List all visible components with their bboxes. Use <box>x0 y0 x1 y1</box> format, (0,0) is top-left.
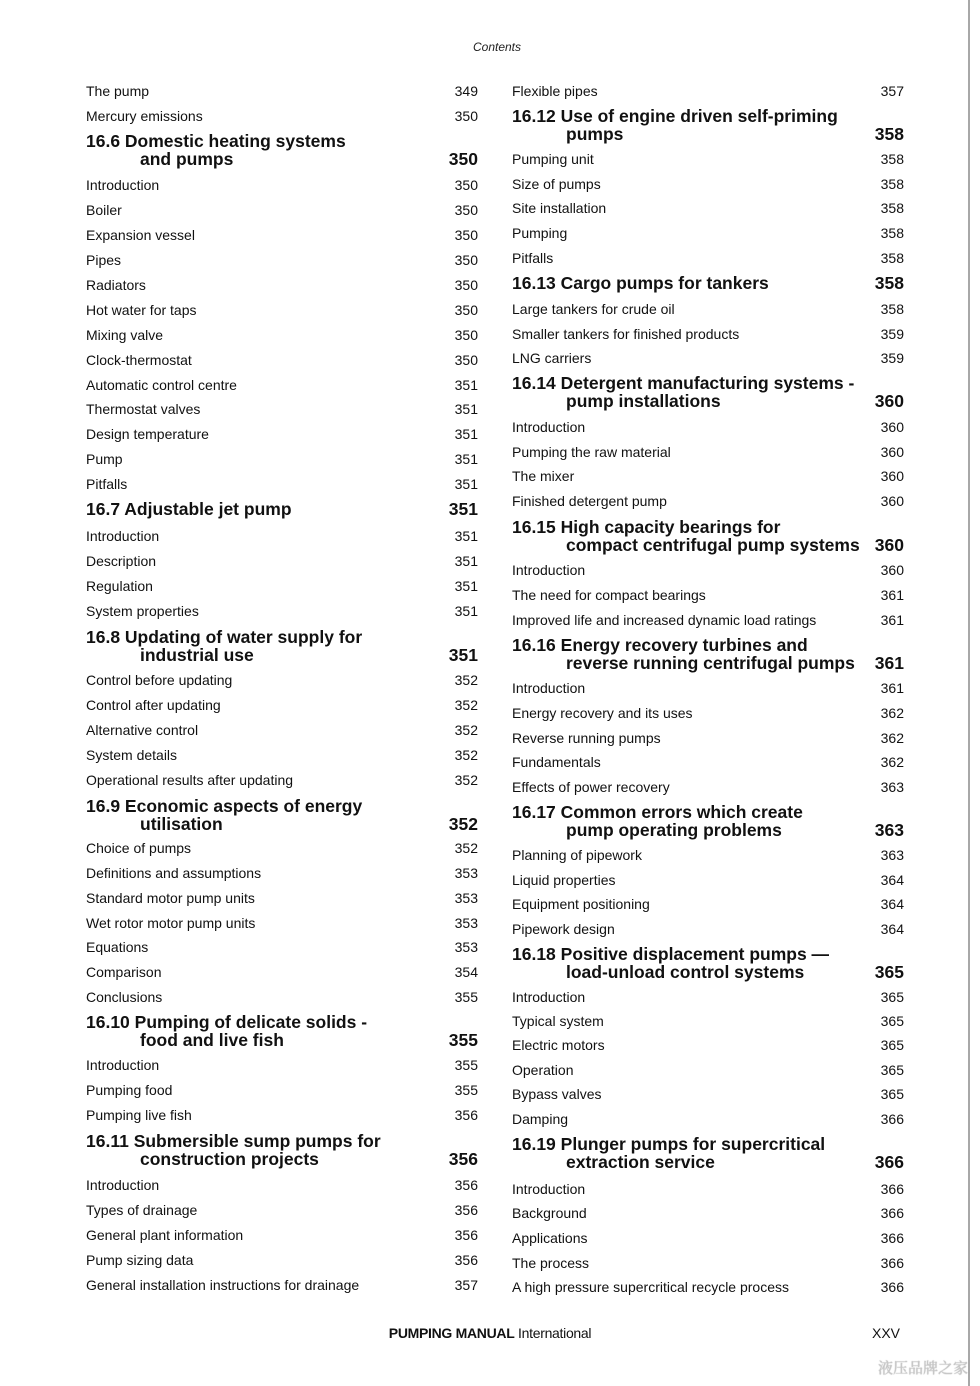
toc-section-heading[interactable] <box>512 635 904 675</box>
toc-entry-title: Introduction <box>512 419 586 435</box>
toc-entry[interactable] <box>86 1225 478 1245</box>
section-heading-page: 360 <box>874 391 904 411</box>
section-heading-line2: and pumps <box>140 149 234 169</box>
toc-entry-title: Introduction <box>512 989 586 1005</box>
toc-entry-page: 361 <box>880 587 904 603</box>
toc-entry-page: 366 <box>880 1111 904 1127</box>
toc-entry-title: Bypass valves <box>512 1086 602 1102</box>
watermark: 液压品牌之家 <box>878 1359 969 1377</box>
toc-entry[interactable] <box>512 870 904 890</box>
toc-entry-page: 351 <box>454 528 478 544</box>
toc-entry-title: The pump <box>86 83 150 99</box>
toc-entry-title: Pumping live fish <box>86 1107 192 1123</box>
toc-entry[interactable] <box>512 1203 904 1223</box>
toc-entry[interactable] <box>512 174 904 194</box>
toc-entry[interactable] <box>512 610 904 630</box>
toc-entry[interactable] <box>86 350 478 370</box>
toc-entry-page: 351 <box>454 451 478 467</box>
toc-entry[interactable] <box>86 838 478 858</box>
toc-entry-page: 362 <box>880 754 904 770</box>
section-heading-line2: load-unload control systems <box>566 962 805 982</box>
toc-entry[interactable] <box>512 491 904 511</box>
section-heading-page: 360 <box>874 535 904 555</box>
toc-entry[interactable] <box>512 417 904 437</box>
toc-entry[interactable] <box>86 962 478 982</box>
toc-entry-title: Introduction <box>86 1177 160 1193</box>
section-heading-line2: extraction service <box>566 1152 715 1172</box>
toc-section-heading[interactable] <box>86 627 478 667</box>
toc-entry[interactable] <box>86 275 478 295</box>
toc-entry-page: 366 <box>880 1255 904 1271</box>
toc-entry-page: 353 <box>454 865 478 881</box>
toc-entry-page: 362 <box>880 730 904 746</box>
toc-entry[interactable] <box>512 1084 904 1104</box>
section-heading-line1: 16.16 Energy recovery turbines and <box>512 635 808 655</box>
toc-entry-title: LNG carriers <box>512 350 592 366</box>
toc-entry-title: Comparison <box>86 964 162 980</box>
section-heading-page: 355 <box>448 1030 478 1050</box>
toc-entry-page: 349 <box>454 83 478 99</box>
toc-entry-title: Introduction <box>86 528 160 544</box>
toc-entry[interactable] <box>86 200 478 220</box>
toc-entry-title: Conclusions <box>86 989 163 1005</box>
toc-entry[interactable] <box>86 551 478 571</box>
toc-entry-page: 356 <box>454 1177 478 1193</box>
toc-entry-title: Equipment positioning <box>512 896 650 912</box>
toc-entry[interactable] <box>512 1253 904 1273</box>
toc-entry-page: 364 <box>880 872 904 888</box>
section-heading-line1: 16.9 Economic aspects of energy <box>86 796 363 816</box>
toc-entry-title: Pump <box>86 451 123 467</box>
toc-section-heading[interactable] <box>512 1134 904 1174</box>
section-heading-line2: utilisation <box>140 814 223 834</box>
toc-entry-page: 361 <box>880 612 904 628</box>
toc-entry-page: 356 <box>454 1252 478 1268</box>
section-heading-line1: 16.12 Use of engine driven self-priming <box>512 106 838 126</box>
toc-entry-page: 363 <box>880 847 904 863</box>
toc-entry-page: 353 <box>454 915 478 931</box>
section-heading-page: 361 <box>874 653 904 673</box>
page-edge-divider <box>968 0 970 1386</box>
toc-entry[interactable] <box>86 1200 478 1220</box>
section-heading-line1: 16.8 Updating of water supply for <box>86 627 363 647</box>
toc-entry[interactable] <box>512 777 904 797</box>
section-heading-page: 356 <box>448 1149 478 1169</box>
section-heading-line1: 16.18 Positive displacement pumps — <box>512 944 830 964</box>
toc-entry-page: 364 <box>880 921 904 937</box>
toc-entry-page: 350 <box>454 202 478 218</box>
toc-entry-title: The mixer <box>512 468 575 484</box>
section-heading-line2: pumps <box>566 124 624 144</box>
toc-entry-title: Pumping food <box>86 1082 173 1098</box>
toc-entry-page: 365 <box>880 1013 904 1029</box>
toc-entry-page: 358 <box>880 176 904 192</box>
toc-entry-page: 363 <box>880 779 904 795</box>
toc-section-heading[interactable] <box>512 517 904 557</box>
section-heading-line2: pump installations <box>566 391 721 411</box>
toc-entry[interactable] <box>86 601 478 621</box>
toc-entry-title: General installation instructions for drainage <box>86 1277 360 1293</box>
toc-entry-page: 356 <box>454 1202 478 1218</box>
toc-entry-title: Description <box>86 553 157 569</box>
toc-entry-page: 351 <box>454 401 478 417</box>
toc-entry[interactable] <box>512 149 904 169</box>
toc-entry-page: 356 <box>454 1107 478 1123</box>
toc-entry[interactable] <box>86 399 478 419</box>
toc-entry-title: Background <box>512 1205 587 1221</box>
toc-entry-page: 351 <box>454 377 478 393</box>
toc-entry[interactable] <box>512 324 904 344</box>
toc-entry-title: Radiators <box>86 277 146 293</box>
toc-entry-title: Alternative control <box>86 722 199 738</box>
section-heading-line2: construction projects <box>140 1149 319 1169</box>
toc-entry-title: Operation <box>512 1062 574 1078</box>
toc-entry-title: Typical system <box>512 1013 604 1029</box>
toc-entry-title: Energy recovery and its uses <box>512 705 693 721</box>
toc-entry[interactable] <box>512 987 904 1007</box>
toc-entry-title: Pipes <box>86 252 122 268</box>
toc-entry[interactable] <box>86 81 478 101</box>
toc-entry-title: Introduction <box>512 562 586 578</box>
toc-entry-page: 359 <box>880 350 904 366</box>
toc-entry-title: Planning of pipework <box>512 847 642 863</box>
toc-entry[interactable] <box>512 348 904 368</box>
toc-entry-title: Control before updating <box>86 672 233 688</box>
section-heading-line2: food and live fish <box>140 1030 284 1050</box>
toc-entry-title: Size of pumps <box>512 176 601 192</box>
toc-entry[interactable] <box>512 1109 904 1129</box>
toc-entry[interactable] <box>512 728 904 748</box>
toc-entry-title: Standard motor pump units <box>86 890 255 906</box>
toc-entry[interactable] <box>86 1275 478 1295</box>
toc-entry-page: 354 <box>454 964 478 980</box>
toc-entry[interactable] <box>86 670 478 690</box>
toc-entry-page: 353 <box>454 890 478 906</box>
toc-entry-title: Pitfalls <box>512 250 554 266</box>
toc-entry-page: 352 <box>454 772 478 788</box>
toc-entry-title: General plant information <box>86 1227 244 1243</box>
toc-entry-title: Mercury emissions <box>86 108 203 124</box>
toc-entry-title: The process <box>512 1255 590 1271</box>
toc-entry-page: 351 <box>454 426 478 442</box>
toc-entry-title: Introduction <box>512 1181 586 1197</box>
toc-entry[interactable] <box>512 1011 904 1031</box>
toc-entry[interactable] <box>86 576 478 596</box>
toc-entry[interactable] <box>512 678 904 698</box>
section-heading-page: 366 <box>874 1152 904 1172</box>
toc-entry-title: Introduction <box>86 177 160 193</box>
toc-entry[interactable] <box>512 845 904 865</box>
toc-entry[interactable] <box>86 888 478 908</box>
toc-entry-title: Pumping the raw material <box>512 444 671 460</box>
toc-entry-page: 360 <box>880 419 904 435</box>
section-heading-line1: 16.17 Common errors which create <box>512 802 803 822</box>
toc-entry-title: Damping <box>512 1111 569 1127</box>
toc-entry[interactable] <box>86 937 478 957</box>
toc-entry-title: Thermostat valves <box>86 401 201 417</box>
toc-entry-page: 352 <box>454 722 478 738</box>
toc-entry[interactable] <box>512 703 904 723</box>
section-heading-line2: compact centrifugal pump systems <box>566 535 860 555</box>
toc-entry-title: Expansion vessel <box>86 227 195 243</box>
toc-entry-page: 351 <box>454 553 478 569</box>
toc-entry-page: 352 <box>454 672 478 688</box>
toc-entry-page: 352 <box>454 747 478 763</box>
toc-entry-page: 350 <box>454 108 478 124</box>
toc-section-heading[interactable] <box>86 131 478 171</box>
toc-entry-title: Introduction <box>86 1057 160 1073</box>
toc-entry-page: 358 <box>880 250 904 266</box>
section-heading-page: 351 <box>448 499 478 519</box>
toc-entry-title: Large tankers for crude oil <box>512 301 675 317</box>
toc-entry[interactable] <box>512 466 904 486</box>
toc-entry[interactable] <box>512 248 904 268</box>
footer-page-number: XXV <box>872 1325 901 1341</box>
toc-entry-page: 358 <box>880 225 904 241</box>
section-heading-line2: industrial use <box>140 645 254 665</box>
toc-entry[interactable] <box>86 424 478 444</box>
section-heading-line1: 16.13 Cargo pumps for tankers <box>512 273 769 293</box>
toc-entry[interactable] <box>86 175 478 195</box>
toc-entry-page: 360 <box>880 562 904 578</box>
toc-entry[interactable] <box>86 1055 478 1075</box>
toc-entry[interactable] <box>512 299 904 319</box>
toc-section-heading[interactable] <box>86 796 478 836</box>
toc-section-heading[interactable] <box>512 944 904 984</box>
toc-entry-page: 353 <box>454 939 478 955</box>
toc-entry-page: 358 <box>880 301 904 317</box>
toc-entry-title: Wet rotor motor pump units <box>86 915 256 931</box>
toc-entry-page: 355 <box>454 1057 478 1073</box>
toc-entry-page: 350 <box>454 327 478 343</box>
toc-entry-title: Choice of pumps <box>86 840 192 856</box>
toc-entry-page: 358 <box>880 200 904 216</box>
toc-entry[interactable] <box>512 1179 904 1199</box>
footer-title-bold: PUMPING MANUAL <box>388 1325 515 1341</box>
toc-entry-title: Improved life and increased dynamic load ratings <box>512 612 817 628</box>
toc-entry[interactable] <box>512 585 904 605</box>
toc-entry-title: Flexible pipes <box>512 83 598 99</box>
toc-entry-title: Electric motors <box>512 1037 605 1053</box>
toc-entry-page: 365 <box>880 1086 904 1102</box>
footer-title-rest: International <box>514 1325 592 1341</box>
toc-section-heading[interactable] <box>512 373 904 413</box>
toc-entry-page: 359 <box>880 326 904 342</box>
toc-entry-page: 364 <box>880 896 904 912</box>
toc-entry-page: 350 <box>454 277 478 293</box>
section-heading-line1: 16.6 Domestic heating systems <box>86 131 346 151</box>
toc-entry-page: 350 <box>454 252 478 268</box>
toc-entry-page: 357 <box>880 83 904 99</box>
toc-entry-page: 360 <box>880 493 904 509</box>
toc-entry-title: Clock-thermostat <box>86 352 192 368</box>
running-head: Contents <box>472 40 522 54</box>
toc-entry[interactable] <box>512 1060 904 1080</box>
toc-entry[interactable] <box>86 106 478 126</box>
toc-entry[interactable] <box>512 894 904 914</box>
section-heading-page: 352 <box>448 814 478 834</box>
section-heading-page: 358 <box>874 124 904 144</box>
toc-entry-title: Pumping <box>512 225 568 241</box>
toc-entry-page: 366 <box>880 1181 904 1197</box>
toc-entry-page: 365 <box>880 1037 904 1053</box>
toc-entry-title: Effects of power recovery <box>512 779 670 795</box>
toc-entry-title: Regulation <box>86 578 153 594</box>
toc-entry-page: 357 <box>454 1277 478 1293</box>
toc-entry[interactable] <box>86 325 478 345</box>
toc-entry-page: 351 <box>454 476 478 492</box>
toc-entry-page: 358 <box>880 151 904 167</box>
toc-entry-page: 366 <box>880 1279 904 1295</box>
toc-entry-title: Design temperature <box>86 426 209 442</box>
toc-entry-title: Definitions and assumptions <box>86 865 262 881</box>
toc-entry[interactable] <box>86 300 478 320</box>
toc-entry-page: 356 <box>454 1227 478 1243</box>
section-heading-line1: 16.14 Detergent manufacturing systems - <box>512 373 855 393</box>
toc-entry[interactable] <box>86 987 478 1007</box>
toc-entry[interactable] <box>86 474 478 494</box>
toc-entry-page: 361 <box>880 680 904 696</box>
toc-entry-title: Fundamentals <box>512 754 601 770</box>
toc-entry[interactable] <box>86 1105 478 1125</box>
toc-entry-page: 351 <box>454 578 478 594</box>
section-heading-page: 363 <box>874 820 904 840</box>
toc-entry[interactable] <box>86 770 478 790</box>
toc-entry-title: Liquid properties <box>512 872 616 888</box>
toc-entry-title: Site installation <box>512 200 607 216</box>
toc-entry[interactable] <box>86 913 478 933</box>
toc-entry-page: 350 <box>454 352 478 368</box>
toc-section-heading[interactable] <box>512 106 904 146</box>
toc-entry[interactable] <box>512 1228 904 1248</box>
toc-section-heading[interactable] <box>86 1131 478 1171</box>
toc-entry-title: Equations <box>86 939 149 955</box>
toc-entry-title: Pump sizing data <box>86 1252 194 1268</box>
toc-section-heading[interactable] <box>86 1012 478 1052</box>
toc-entry-title: Pumping unit <box>512 151 594 167</box>
toc-entry[interactable] <box>86 863 478 883</box>
toc-entry-page: 360 <box>880 444 904 460</box>
toc-entry-page: 355 <box>454 989 478 1005</box>
toc-entry[interactable] <box>86 720 478 740</box>
toc-entry-title: Hot water for taps <box>86 302 197 318</box>
section-heading-line1: 16.10 Pumping of delicate solids - <box>86 1012 368 1032</box>
toc-entry-title: Introduction <box>512 680 586 696</box>
section-heading-line1: 16.15 High capacity bearings for <box>512 517 781 537</box>
section-heading-page: 350 <box>448 149 478 169</box>
toc-entry-title: Pitfalls <box>86 476 128 492</box>
toc-entry[interactable] <box>86 250 478 270</box>
toc-entry-title: Pipework design <box>512 921 615 937</box>
toc-entry[interactable] <box>86 1175 478 1195</box>
toc-entry-title: System properties <box>86 603 199 619</box>
toc-entry-page: 351 <box>454 603 478 619</box>
toc-entry-title: A high pressure supercritical recycle process <box>512 1279 790 1295</box>
toc-entry[interactable] <box>512 198 904 218</box>
toc-entry-title: The need for compact bearings <box>512 587 706 603</box>
toc-entry[interactable] <box>86 1080 478 1100</box>
section-heading-line2: pump operating problems <box>566 820 782 840</box>
toc-entry[interactable] <box>512 1035 904 1055</box>
footer-book-title <box>0 1325 980 1341</box>
toc-entry[interactable] <box>512 752 904 772</box>
toc-entry-page: 366 <box>880 1205 904 1221</box>
section-heading-page: 358 <box>874 273 904 293</box>
toc-entry[interactable] <box>86 1250 478 1270</box>
toc-entry-page: 352 <box>454 840 478 856</box>
toc-entry-page: 350 <box>454 302 478 318</box>
toc-entry-title: Finished detergent pump <box>512 493 667 509</box>
toc-entry-page: 362 <box>880 705 904 721</box>
toc-entry[interactable] <box>86 375 478 395</box>
toc-entry-title: Types of drainage <box>86 1202 198 1218</box>
toc-section-heading[interactable] <box>512 802 904 842</box>
section-heading-line1: 16.11 Submersible sump pumps for <box>86 1131 381 1151</box>
toc-entry-title: Operational results after updating <box>86 772 294 788</box>
toc-entry-page: 365 <box>880 1062 904 1078</box>
toc-entry[interactable] <box>512 919 904 939</box>
toc-entry-title: Reverse running pumps <box>512 730 661 746</box>
toc-entry-title: Boiler <box>86 202 122 218</box>
toc-entry[interactable] <box>86 449 478 469</box>
toc-entry-title: Mixing valve <box>86 327 164 343</box>
section-heading-page: 351 <box>448 645 478 665</box>
toc-entry[interactable] <box>86 695 478 715</box>
section-heading-line1: 16.7 Adjustable jet pump <box>86 499 292 519</box>
toc-entry[interactable] <box>86 526 478 546</box>
toc-entry-page: 350 <box>454 227 478 243</box>
section-heading-page: 365 <box>874 962 904 982</box>
toc-entry[interactable] <box>512 81 904 101</box>
toc-entry-title: Applications <box>512 1230 588 1246</box>
toc-entry-title: Smaller tankers for finished products <box>512 326 740 342</box>
toc-entry-page: 352 <box>454 697 478 713</box>
toc-entry-title: System details <box>86 747 178 763</box>
toc-entry-page: 365 <box>880 989 904 1005</box>
toc-entry-page: 350 <box>454 177 478 193</box>
toc-entry[interactable] <box>86 225 478 245</box>
toc-entry-page: 355 <box>454 1082 478 1098</box>
toc-entry-title: Automatic control centre <box>86 377 237 393</box>
toc-entry[interactable] <box>512 1277 904 1297</box>
toc-entry[interactable] <box>512 442 904 462</box>
toc-entry-page: 366 <box>880 1230 904 1246</box>
toc-entry[interactable] <box>512 223 904 243</box>
toc-entry-title: Control after updating <box>86 697 221 713</box>
section-heading-line1: 16.19 Plunger pumps for supercritical <box>512 1134 826 1154</box>
toc-entry[interactable] <box>86 745 478 765</box>
toc-entry-page: 360 <box>880 468 904 484</box>
section-heading-line2: reverse running centrifugal pumps <box>566 653 855 673</box>
toc-entry[interactable] <box>512 560 904 580</box>
